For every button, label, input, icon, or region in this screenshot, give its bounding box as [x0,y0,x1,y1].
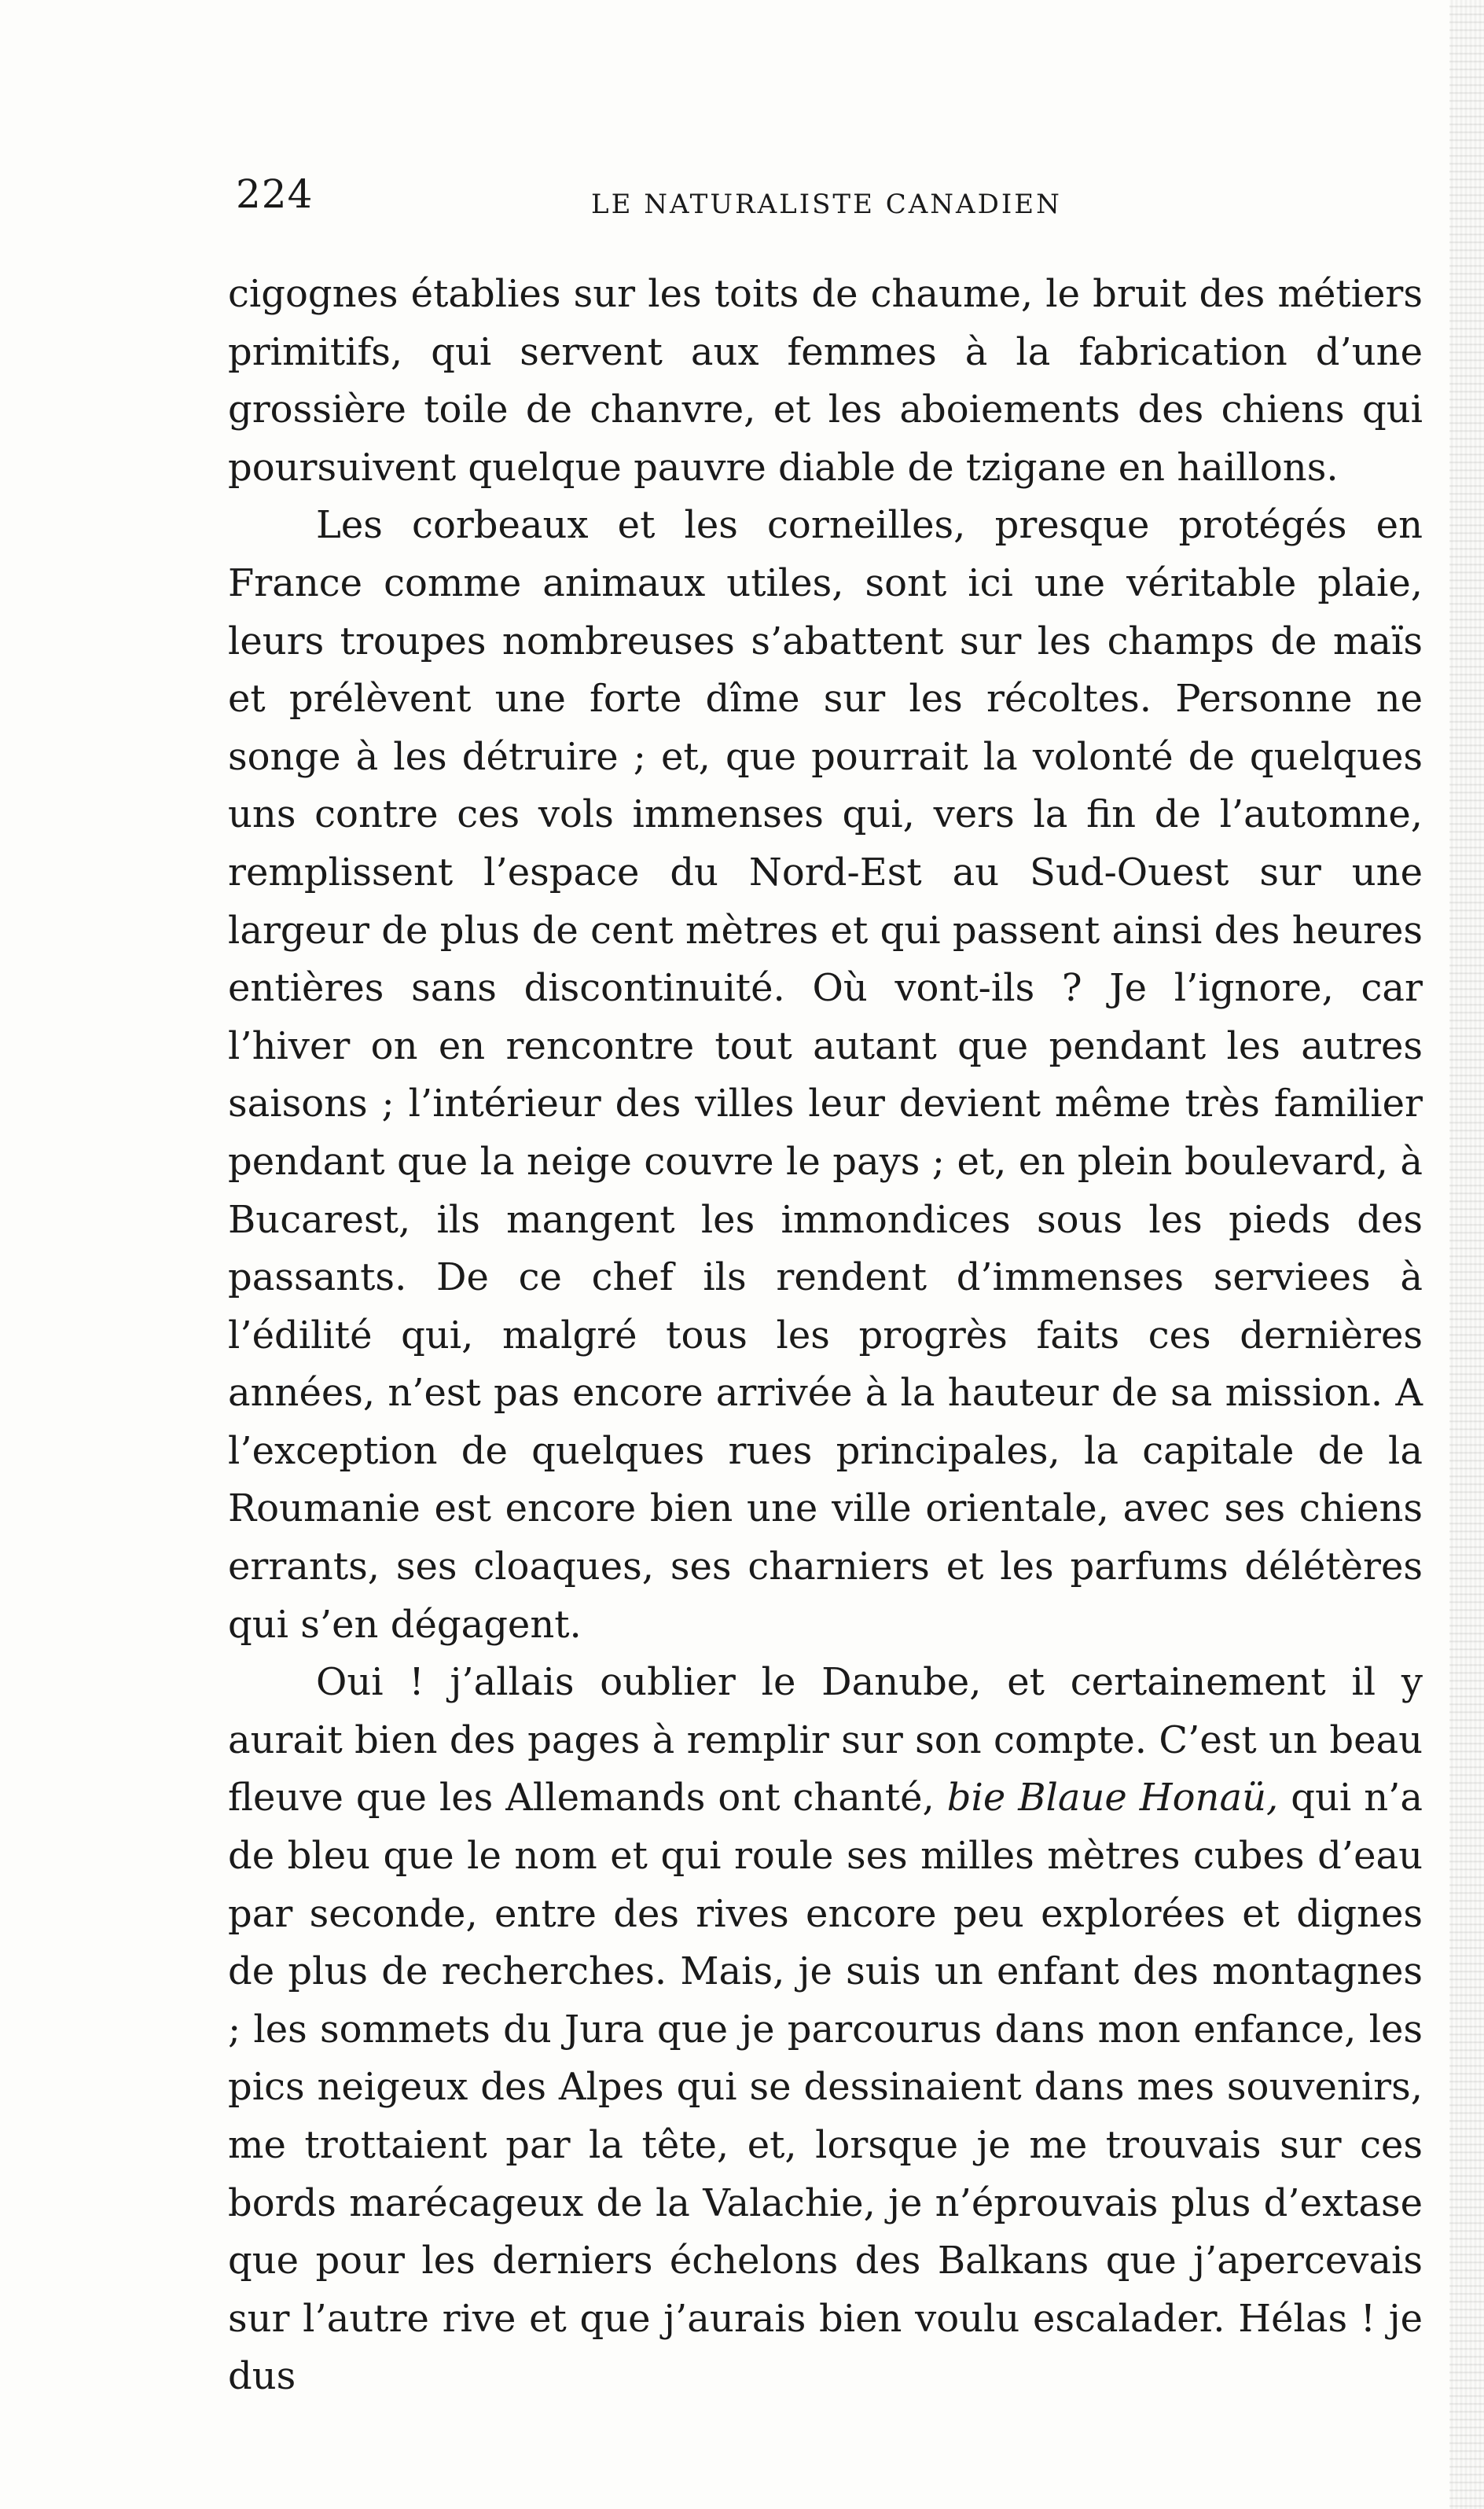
running-header [230,165,1440,228]
journal-title: LE NATURALISTE CANADIEN [591,189,1062,220]
paragraph-3-text-before-italic: Oui ! j’allais oublier le Danube, et certainement il y aurait bien des pages à remplir sur son compte. C’est un beau fleuve que les Allemands ont chanté, [228,1660,1423,1820]
paragraph-3 [228,1654,1423,2406]
page-number: 224 [236,171,314,217]
paragraph-3-italic-phrase: bie Blaue Honaü, [946,1776,1279,1820]
body-text [228,266,1423,2406]
page-edge-scan-noise [1449,0,1484,2509]
paragraph-3-text-after-italic: qui n’a de bleu que le nom et qui roule ses milles mètres cubes d’eau par seconde, entre des rives encore peu explorées et dignes de plus de recherches. Mais, je suis un enfant des montagnes ; les sommets du Jura que je parcourus dans mon enfance, les pics neigeux des Alpes qui se dessinaient dans mes souvenirs, me trottaient par la tête, et, lorsque je me trouvais sur ces bords marécageux de la Valachie, je n’éprouvais plus d’extase que pour les derniers échelons des Balkans que j’apercevais sur l’autre rive et que j’aurais bien voulu escalader. Hélas ! je dus [228,1776,1423,2399]
paragraph-1: cigognes établies sur les toits de chaume, le bruit des métiers primitifs, qui servent aux femmes à la fabrication d’une grossière toile de chanvre, et les aboiements des chiens qui poursuivent quelque pauvre diable de tzigane en haillons. [228,272,1423,490]
paragraph-2: Les corbeaux et les corneilles, presque protégés en France comme animaux utiles, sont ici une véritable plaie, leurs troupes nombreuses s’abattent sur les champs de maïs et prélèvent une forte dîme sur les récoltes. Personne ne songe à les détruire ; et, que pourrait la volonté de quelques uns contre ces vols immenses qui, vers la fin de l’automne, remplissent l’espace du Nord-Est au Sud-Ouest sur une largeur de plus de cent mètres et qui passent ainsi des heures entières sans discontinuité. Où vont-ils ? Je l’ignore, car l’hiver on en rencontre tout autant que pendant les autres saisons ; l’intérieur des villes leur devient même très familier pendant que la neige couvre le pays ; et, en plein boulevard, à Bucarest, ils mangent les immondices sous les pieds des passants. De ce chef ils rendent d’immenses serviees à l’édilité qui, malgré tous les progrès faits ces dernières années, n’est pas encore arrivée à la hauteur de sa mission. A l’exception de quelques rues principales, la capitale de la Roumanie est encore bien une ville orientale, avec ses chiens errants, ses cloaques, ses charniers et les parfums délétères qui s’en dégagent. [228,503,1423,1647]
